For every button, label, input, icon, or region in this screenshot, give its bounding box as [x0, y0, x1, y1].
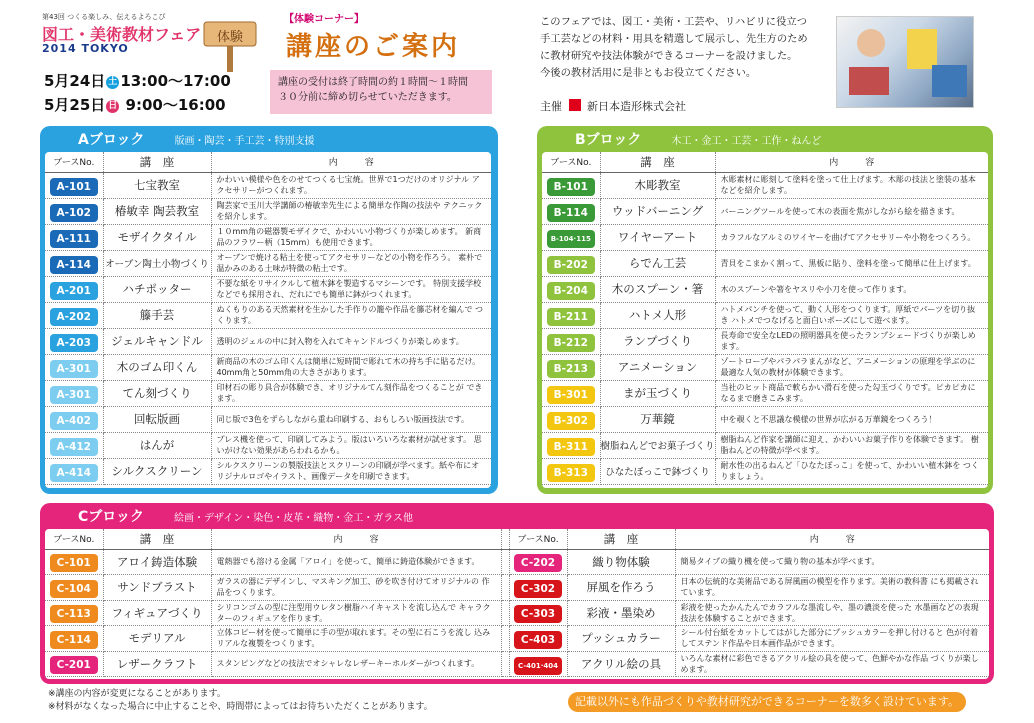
- intro-line-1: このフェアでは、図工・美術・工芸や、リハビリに役立つ: [540, 16, 807, 28]
- logo-main-text: 図工・美術教材フェア: [42, 25, 202, 44]
- workshop-photo: [836, 16, 974, 108]
- booth-badge: B-202: [547, 256, 595, 274]
- course-desc: ぬくもりのある天然素材を生かした手作りの籠や作品を籐芯材を編んで つくります。: [211, 302, 491, 328]
- table-row: [45, 250, 491, 276]
- course-name: フィギュアづくり: [103, 600, 211, 626]
- course-name: ウッドバーニング: [600, 198, 715, 224]
- logo-year: 2014 TOKYO: [42, 42, 129, 55]
- course-name: 木彫教室: [600, 172, 715, 198]
- table-row: [45, 302, 491, 328]
- header-course: 講 座: [103, 152, 211, 172]
- booth-badge: B-212: [547, 334, 595, 352]
- booth-badge: A-102: [50, 204, 98, 222]
- table-row: [45, 651, 989, 677]
- block-a-subtitle: 版画・陶芸・手工芸・特別支援: [174, 136, 315, 147]
- table-row: [45, 198, 491, 224]
- table-row: [45, 172, 491, 198]
- notice-line-1: 講座の受付は終了時間の約１時間～１時間: [278, 77, 468, 88]
- booth-cell: [45, 224, 103, 250]
- course-name: ひなたぼっこで鉢づくり: [600, 458, 715, 484]
- course-name: 七宝教室: [103, 172, 211, 198]
- corner-subtitle: 【体験コーナー】: [284, 14, 364, 25]
- course-name: 回転版画: [103, 406, 211, 432]
- block-c-name: Cブロック: [78, 509, 144, 525]
- table-row: [542, 198, 988, 224]
- booth-cell: [542, 328, 600, 354]
- date-line-2: [44, 94, 226, 115]
- course-desc: バーニングツールを使って木の表面を焦がしながら絵を描きます。: [715, 198, 988, 224]
- course-name: オーブン陶土小物づくり: [103, 250, 211, 276]
- time-1: 13:00～17:00: [120, 72, 231, 90]
- course-name: プッシュカラー: [567, 626, 675, 652]
- course-name: アクリル絵の具: [567, 651, 675, 677]
- header-content: 内 容: [715, 152, 988, 172]
- notice-line-2: ３０分前に締め切らせていただきます。: [278, 92, 457, 103]
- block-b-title: [575, 129, 821, 149]
- booth-cell: [45, 406, 103, 432]
- table-row: [45, 354, 491, 380]
- course-desc: 樹脂ねんど作家を講師に迎え、かわいいお菓子作りを体験できます。 樹脂ねんどの特徴が学べます。: [715, 432, 988, 458]
- table-row: [45, 600, 989, 626]
- course-name: 椿敏幸 陶芸教室: [103, 198, 211, 224]
- course-desc: 不要な紙をリサイクルして植木鉢を製造するマシーンです。 特別支援学校などでも採用され、だれにでも簡単に鉢がつくれます。: [211, 276, 491, 302]
- table-row: [45, 458, 491, 484]
- booth-cell: [542, 406, 600, 432]
- course-desc: 透明のジェルの中に封入物を入れてキャンドルづくりが楽しめます。: [211, 328, 491, 354]
- table-row: [45, 549, 989, 575]
- course-name: 籐手芸: [103, 302, 211, 328]
- block-c-subtitle: 絵画・デザイン・染色・皮革・織物・金工・ガラス他: [174, 513, 413, 524]
- booth-cell: [509, 600, 567, 626]
- intro-line-4: 今後の教材活用に是非ともお役立てください。: [540, 67, 757, 79]
- header-content: 内 容: [211, 529, 501, 549]
- course-name: 木のゴム印くん: [103, 354, 211, 380]
- booth-badge: A-111: [50, 230, 98, 248]
- course-name: 屏風を作ろう: [567, 575, 675, 601]
- course-name: アニメーション: [600, 354, 715, 380]
- course-desc: スタンピングなどの技法でオシャレなレザーキーホルダーがつくれます。: [211, 651, 501, 677]
- footer-note-1: ※講座の内容が変更になることがあります。: [48, 689, 226, 699]
- booth-badge: B-211: [547, 308, 595, 326]
- footer-note-2: ※材料がなくなった場合に中止することや、時間帯によってはお待ちいただくことがあります。: [48, 702, 433, 712]
- course-desc: 簡易タイプの織り機を使って織り物の基本が学べます。: [675, 549, 989, 575]
- booth-cell: [45, 575, 103, 601]
- reception-notice: [270, 70, 492, 114]
- table-row: [542, 250, 988, 276]
- block-a-rows: [45, 172, 491, 484]
- booth-cell: [45, 276, 103, 302]
- course-name: サンドブラスト: [103, 575, 211, 601]
- table-row: [45, 224, 491, 250]
- table-row: [45, 406, 491, 432]
- table-row: [542, 328, 988, 354]
- booth-cell: [45, 328, 103, 354]
- booth-badge: C-201: [50, 656, 98, 674]
- course-desc: いろんな素材に彩色できるアクリル絵の具を使って、色鮮やかな作品 づくりが楽しめます。: [675, 651, 989, 677]
- booth-cell: [509, 651, 567, 677]
- time-2: 9:00～16:00: [120, 96, 226, 114]
- header-content: 内 容: [211, 152, 491, 172]
- table-row: [542, 458, 988, 484]
- column-gap: [501, 529, 509, 549]
- course-desc: 同じ版で3色をずらしながら重ね印刷する、おもしろい版画技法です。: [211, 406, 491, 432]
- course-desc: 長寿命で安全なLEDの照明器具を使ったランプシェードづくりが楽しめます。: [715, 328, 988, 354]
- intro-text: [540, 14, 826, 82]
- course-name: アロイ鋳造体験: [103, 549, 211, 575]
- booth-badge: A-201: [50, 282, 98, 300]
- course-name: モザイクタイル: [103, 224, 211, 250]
- booth-badge: B-104·115: [547, 230, 595, 248]
- company-logo-icon: [569, 99, 581, 111]
- table-row: [542, 172, 988, 198]
- weekday-badge-sat: 土: [108, 77, 118, 87]
- booth-cell: [45, 458, 103, 484]
- course-desc: ガラスの器にデザインし、マスキング加工、砂を吹き付けてオリジナルの 作品をつくります。: [211, 575, 501, 601]
- booth-cell: [542, 198, 600, 224]
- booth-badge: B-213: [547, 360, 595, 378]
- booth-cell: [45, 172, 103, 198]
- block-c-rows: [45, 549, 989, 677]
- course-desc: 木彫素材に彫刻して塗料を塗って仕上げます。木彫の技法と塗装の基本 などを紹介します。: [715, 172, 988, 198]
- booth-cell: [45, 626, 103, 652]
- taiken-sign: [200, 12, 260, 72]
- course-desc: 印材石の彫り具合が体験でき、オリジナルてん刻作品をつくることが できます。: [211, 380, 491, 406]
- booth-cell: [45, 354, 103, 380]
- block-a: [40, 126, 498, 494]
- course-name: ワイヤーアート: [600, 224, 715, 250]
- booth-cell: [45, 600, 103, 626]
- table-row: [542, 276, 988, 302]
- booth-cell: [542, 276, 600, 302]
- booth-badge: C-403: [514, 631, 562, 649]
- weekday-badge-sun: 日: [108, 101, 118, 111]
- booth-badge: B-204: [547, 282, 595, 300]
- booth-badge: B-114: [547, 204, 595, 222]
- course-name: まが玉づくり: [600, 380, 715, 406]
- header-course: 講 座: [600, 152, 715, 172]
- table-row: [542, 432, 988, 458]
- table-row: [45, 380, 491, 406]
- footer-notes: [48, 688, 433, 714]
- booth-badge: A-114: [50, 256, 98, 274]
- logo-tagline: 第43回 つくる楽しみ、伝えるよろこび: [42, 13, 166, 21]
- booth-badge: A-301: [50, 386, 98, 404]
- course-desc: 当社のヒット商品で軟らかい滑石を使った勾玉づくりです。ピカピカに なるまで磨きこみます。: [715, 380, 988, 406]
- page-title: 講座のご案内: [286, 32, 461, 62]
- table-row: [542, 354, 988, 380]
- table-row: [542, 380, 988, 406]
- table-row: [45, 575, 989, 601]
- booth-cell: [45, 549, 103, 575]
- block-a-table: [45, 152, 491, 485]
- course-name: てん刻づくり: [103, 380, 211, 406]
- booth-cell: [542, 380, 600, 406]
- table-row: [45, 432, 491, 458]
- header-booth: ブースNo.: [509, 529, 567, 549]
- intro-line-2: 手工芸などの材料・用具を精選して展示し、先生方のため: [540, 33, 808, 45]
- sponsor-label: 主催: [540, 100, 562, 113]
- block-a-name: Aブロック: [78, 132, 145, 148]
- header-course: 講 座: [103, 529, 211, 549]
- booth-badge: C-401·404: [514, 657, 562, 675]
- booth-badge: B-302: [547, 412, 595, 430]
- booth-cell: [542, 432, 600, 458]
- header-booth: ブースNo.: [45, 152, 103, 172]
- booth-badge: B-313: [547, 464, 595, 482]
- booth-cell: [542, 172, 600, 198]
- course-desc: ゾートロープやパラパラまんがなど、アニメーションの原理を学ぶのに 最適な人気の教材が体験できます。: [715, 354, 988, 380]
- block-b: [537, 126, 993, 494]
- course-name: 木のスプーン・箸: [600, 276, 715, 302]
- sponsor-name: 新日本造形株式会社: [587, 100, 686, 113]
- block-c-title: [78, 506, 413, 526]
- block-a-panel: [45, 152, 491, 488]
- course-desc: 彩液を使ったかんたんでカラフルな墨流しや、墨の濃淡を使った 水墨画などの表現技法を体験することができます。: [675, 600, 989, 626]
- date-1: 5月24日: [44, 72, 106, 90]
- booth-cell: [542, 458, 600, 484]
- course-name: レザークラフト: [103, 651, 211, 677]
- course-desc: 青貝をこまかく割って、黒板に貼り、塗料を塗って簡単に仕上げます。: [715, 250, 988, 276]
- course-desc: 日本の伝統的な美術品である屏風画の模型を作ります。美術の教科書 にも掲載されています。: [675, 575, 989, 601]
- booth-badge: B-101: [547, 178, 595, 196]
- course-desc: 耐水性の出るねんど「ひなたぼっこ」を使って、かわいい植木鉢を つくりましょう。: [715, 458, 988, 484]
- booth-cell: [45, 302, 103, 328]
- booth-badge: B-311: [547, 438, 595, 456]
- date-2: 5月25日: [44, 96, 106, 114]
- booth-badge: A-301: [50, 360, 98, 378]
- course-desc: 立体コピー材を使って簡単に手の型が取れます。その型に石こうを流し 込みリアルな複製をつくります。: [211, 626, 501, 652]
- booth-cell: [509, 549, 567, 575]
- course-desc: 木のスプーンや箸をヤスリや小刀を使って作ります。: [715, 276, 988, 302]
- booth-cell: [542, 354, 600, 380]
- course-desc: オーブンで焼ける粘土を使ってアクセサリーなどの小物を作ろう。 素朴で温かみのある土味が特徴の粘土です。: [211, 250, 491, 276]
- booth-badge: A-414: [50, 464, 98, 482]
- block-c-panel: [45, 529, 989, 679]
- table-row: [45, 328, 491, 354]
- course-desc: 陶芸家で玉川大学講師の椿敏幸先生による簡単な作陶の技法や テクニックを紹介します。: [211, 198, 491, 224]
- course-desc: シルクスクリーンの製版技法とスクリーンの印刷が学べます。紙や布にオ リジナルロゴやイラスト、画像データを印刷できます。: [211, 458, 491, 484]
- table-row: [542, 302, 988, 328]
- header-course: 講 座: [567, 529, 675, 549]
- course-name: らでん工芸: [600, 250, 715, 276]
- block-b-panel: [542, 152, 988, 488]
- booth-badge: A-402: [50, 412, 98, 430]
- course-name: はんが: [103, 432, 211, 458]
- sign-label: 体験: [216, 30, 243, 45]
- booth-badge: C-104: [50, 580, 98, 598]
- block-a-title: [78, 129, 315, 149]
- table-row: [542, 406, 988, 432]
- booth-cell: [542, 302, 600, 328]
- block-c: [40, 503, 994, 684]
- header-booth: ブースNo.: [45, 529, 103, 549]
- course-desc: 新商品の木のゴム印くんは簡単に短時間で彫れて木の持ち手に貼るだけ。 40mm角と50mm角の大きさがあります。: [211, 354, 491, 380]
- booth-badge: C-113: [50, 605, 98, 623]
- table-row: [542, 224, 988, 250]
- course-desc: 中を覗くと不思議な模様の世界が広がる万華鏡をつくろう！: [715, 406, 988, 432]
- booth-badge: C-202: [514, 554, 562, 572]
- column-gap: [501, 600, 509, 626]
- column-gap: [501, 575, 509, 601]
- course-desc: カラフルなアルミのワイヤーを曲げてアクセサリーや小物をつくろう。: [715, 224, 988, 250]
- course-name: ハトメ人形: [600, 302, 715, 328]
- footer-banner: 記載以外にも作品づくりや教材研究ができるコーナーを数多く設けています。: [568, 692, 966, 712]
- booth-badge: C-302: [514, 580, 562, 598]
- booth-badge: C-101: [50, 554, 98, 572]
- booth-badge: C-114: [50, 631, 98, 649]
- booth-badge: B-301: [547, 386, 595, 404]
- course-desc: かわいい模様や色をのせてつくる七宝焼。世界で1つだけのオリジナル アクセサリーがつくれます。: [211, 172, 491, 198]
- block-b-rows: [542, 172, 988, 484]
- course-name: 織り物体験: [567, 549, 675, 575]
- course-name: ジェルキャンドル: [103, 328, 211, 354]
- booth-cell: [45, 198, 103, 224]
- course-desc: シール付台紙をカットしてはがした部分にプッシュカラーを押し付けると 色が付着してステンド作品や日本画作品ができます。: [675, 626, 989, 652]
- course-desc: 電熱器でも溶ける金属「アロイ」を使って、簡単に鋳造体験ができます。: [211, 549, 501, 575]
- course-name: モデリアル: [103, 626, 211, 652]
- header-content: 内 容: [675, 529, 989, 549]
- booth-cell: [45, 250, 103, 276]
- course-desc: プレス機を使って、印刷してみよう。版はいろいろな素材が試せます。 思いがけない効果があらわれるかも。: [211, 432, 491, 458]
- course-name: 樹脂ねんどでお菓子づくり: [600, 432, 715, 458]
- course-name: シルクスクリーン: [103, 458, 211, 484]
- table-row: [45, 626, 989, 652]
- booth-cell: [45, 380, 103, 406]
- table-row: [45, 276, 491, 302]
- course-desc: １０mm角の磁器製モザイクで、かわいい小物づくりが楽しめます。 新商品のフラワー柄（15mm）も使用できます。: [211, 224, 491, 250]
- booth-cell: [509, 575, 567, 601]
- booth-badge: C-303: [514, 605, 562, 623]
- course-desc: シリコンゴムの型に注型用ウレタン樹脂ハイキャストを流し込んで キャラクターのフィギュアを作ります。: [211, 600, 501, 626]
- course-desc: ハトメパンチを使って、動く人形をつくります。厚紙でパーツを切り抜き ハトメでつなげると面白いポーズにして遊べます。: [715, 302, 988, 328]
- block-c-table: [45, 529, 989, 677]
- booth-badge: A-203: [50, 334, 98, 352]
- course-name: ランプづくり: [600, 328, 715, 354]
- booth-badge: A-202: [50, 308, 98, 326]
- booth-cell: [45, 432, 103, 458]
- course-name: 万華鏡: [600, 406, 715, 432]
- booth-cell: [542, 250, 600, 276]
- column-gap: [501, 626, 509, 652]
- booth-badge: A-412: [50, 438, 98, 456]
- booth-cell: [542, 224, 600, 250]
- column-gap: [501, 651, 509, 677]
- intro-line-3: に教材研究や技法体験ができるコーナーを設けました。: [540, 50, 798, 62]
- header-booth: ブースNo.: [542, 152, 600, 172]
- column-gap: [501, 549, 509, 575]
- booth-badge: A-101: [50, 178, 98, 196]
- course-name: 彩液・墨染め: [567, 600, 675, 626]
- block-b-table: [542, 152, 988, 485]
- sponsor: [540, 98, 686, 114]
- booth-cell: [45, 651, 103, 677]
- course-name: ハチポッター: [103, 276, 211, 302]
- block-b-subtitle: 木工・金工・工芸・工作・ねんど: [671, 136, 822, 147]
- booth-cell: [509, 626, 567, 652]
- block-b-name: Bブロック: [575, 132, 642, 148]
- date-line-1: [44, 70, 231, 91]
